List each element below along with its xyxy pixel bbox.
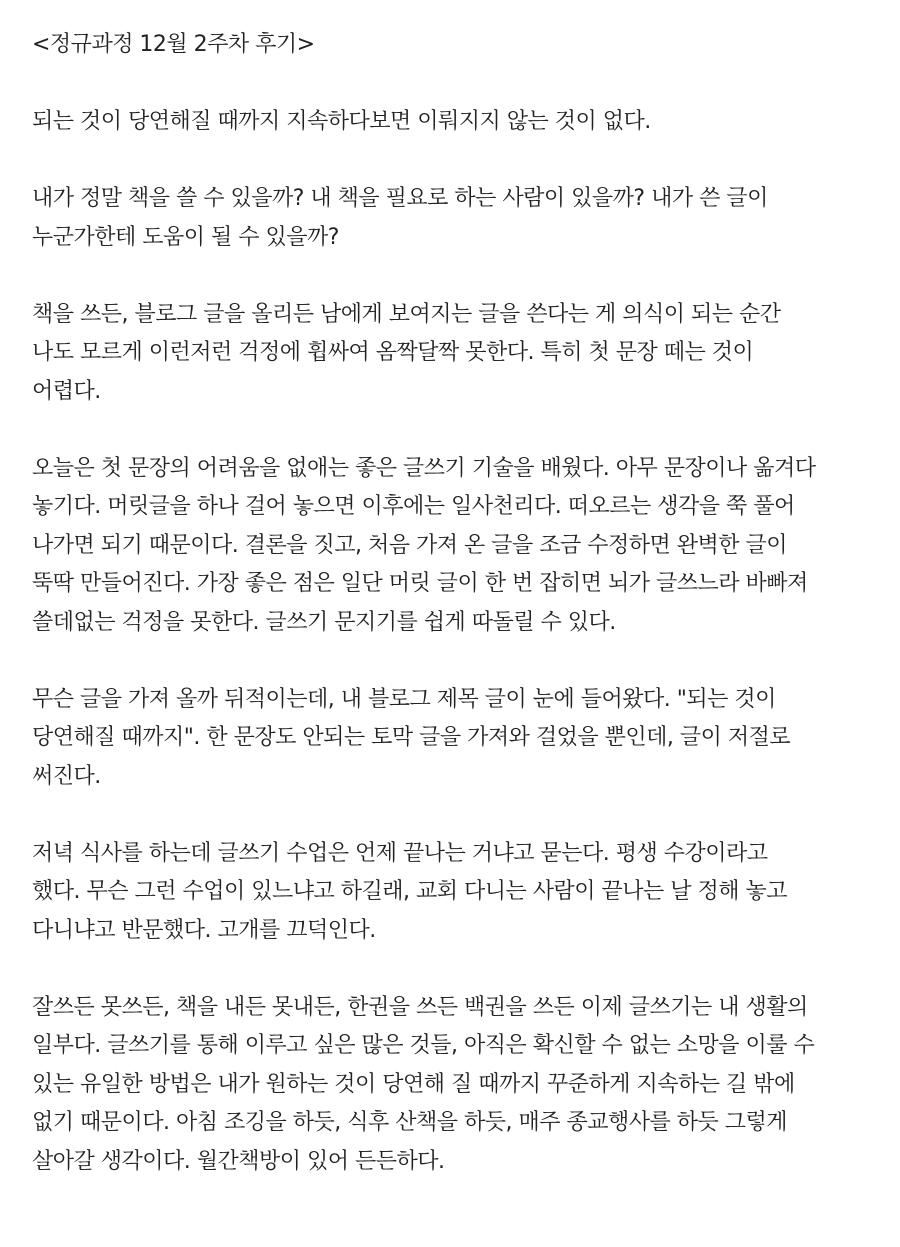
paragraph-5: 무슨 글을 가져 올까 뒤적이는데, 내 블로그 제목 글이 눈에 들어왔다. "되는 것이 당연해질 때까지". 한 문장도 안되는 토막 글을 가져와 걸었을 뿐인데, 글이 저절로 써진다.: [32, 686, 791, 789]
review-document: [32, 26, 882, 1220]
paragraph-6: 저녁 식사를 하는데 글쓰기 수업은 언제 끝나는 거냐고 묻는다. 평생 수강이라고 했다. 무슨 그런 수업이 있느냐고 하길래, 교회 다니는 사람이 끝나는 날 정해 놓고 다니냐고 반문했다. 고개를 끄덕인다.: [32, 840, 787, 943]
document-title: <정규과정 12월 2주차 후기>: [32, 32, 315, 57]
paragraph-7: 잘쓰든 못쓰든, 책을 내든 못내든, 한권을 쓰든 백권을 쓰든 이제 글쓰기는 내 생활의 일부다. 글쓰기를 통해 이루고 싶은 많은 것들, 아직은 확신할 수 없는 소망을 이룰 수 있는 유일한 방법은 내가 원하는 것이 당연해 질 때까지 꾸준하게 지속하는 길 밖에 없기 때문이다. 아침 조깅을 하듯, 식후 산책을 하듯, 매주 종교행사를 하듯 그렇게 살아갈 생각이다. 월간책방이 있어 든든하다.: [32, 994, 815, 1174]
paragraph-2: 내가 정말 책을 쓸 수 있을까? 내 책을 필요로 하는 사람이 있을까? 내가 쓴 글이 누군가한테 도움이 될 수 있을까?: [32, 186, 768, 250]
paragraph-1: 되는 것이 당연해질 때까지 지속하다보면 이뤄지지 않는 것이 없다.: [32, 109, 651, 134]
paragraph-4: 오늘은 첫 문장의 어려움을 없애는 좋은 글쓰기 기술을 배웠다. 아무 문장이나 옮겨다 놓기다. 머릿글을 하나 걸어 놓으면 이후에는 일사천리다. 떠오르는 생각을 쭉 풀어 나가면 되기 때문이다. 결론을 짓고, 처음 가져 온 글을 조금 수정하면 완벽한 글이 뚝딱 만들어진다. 가장 좋은 점은 일단 머릿 글이 한 번 잡히면 뇌가 글쓰느라 바빠져 쓸데없는 걱정을 못한다. 글쓰기 문지기를 쉽게 따돌릴 수 있다.: [32, 455, 816, 635]
paragraph-3: 책을 쓰든, 블로그 글을 올리든 남에게 보여지는 글을 쓴다는 게 의식이 되는 순간 나도 모르게 이런저런 걱정에 휩싸여 옴짝달짝 못한다. 특히 첫 문장 떼는 것이 어렵다.: [32, 301, 781, 404]
